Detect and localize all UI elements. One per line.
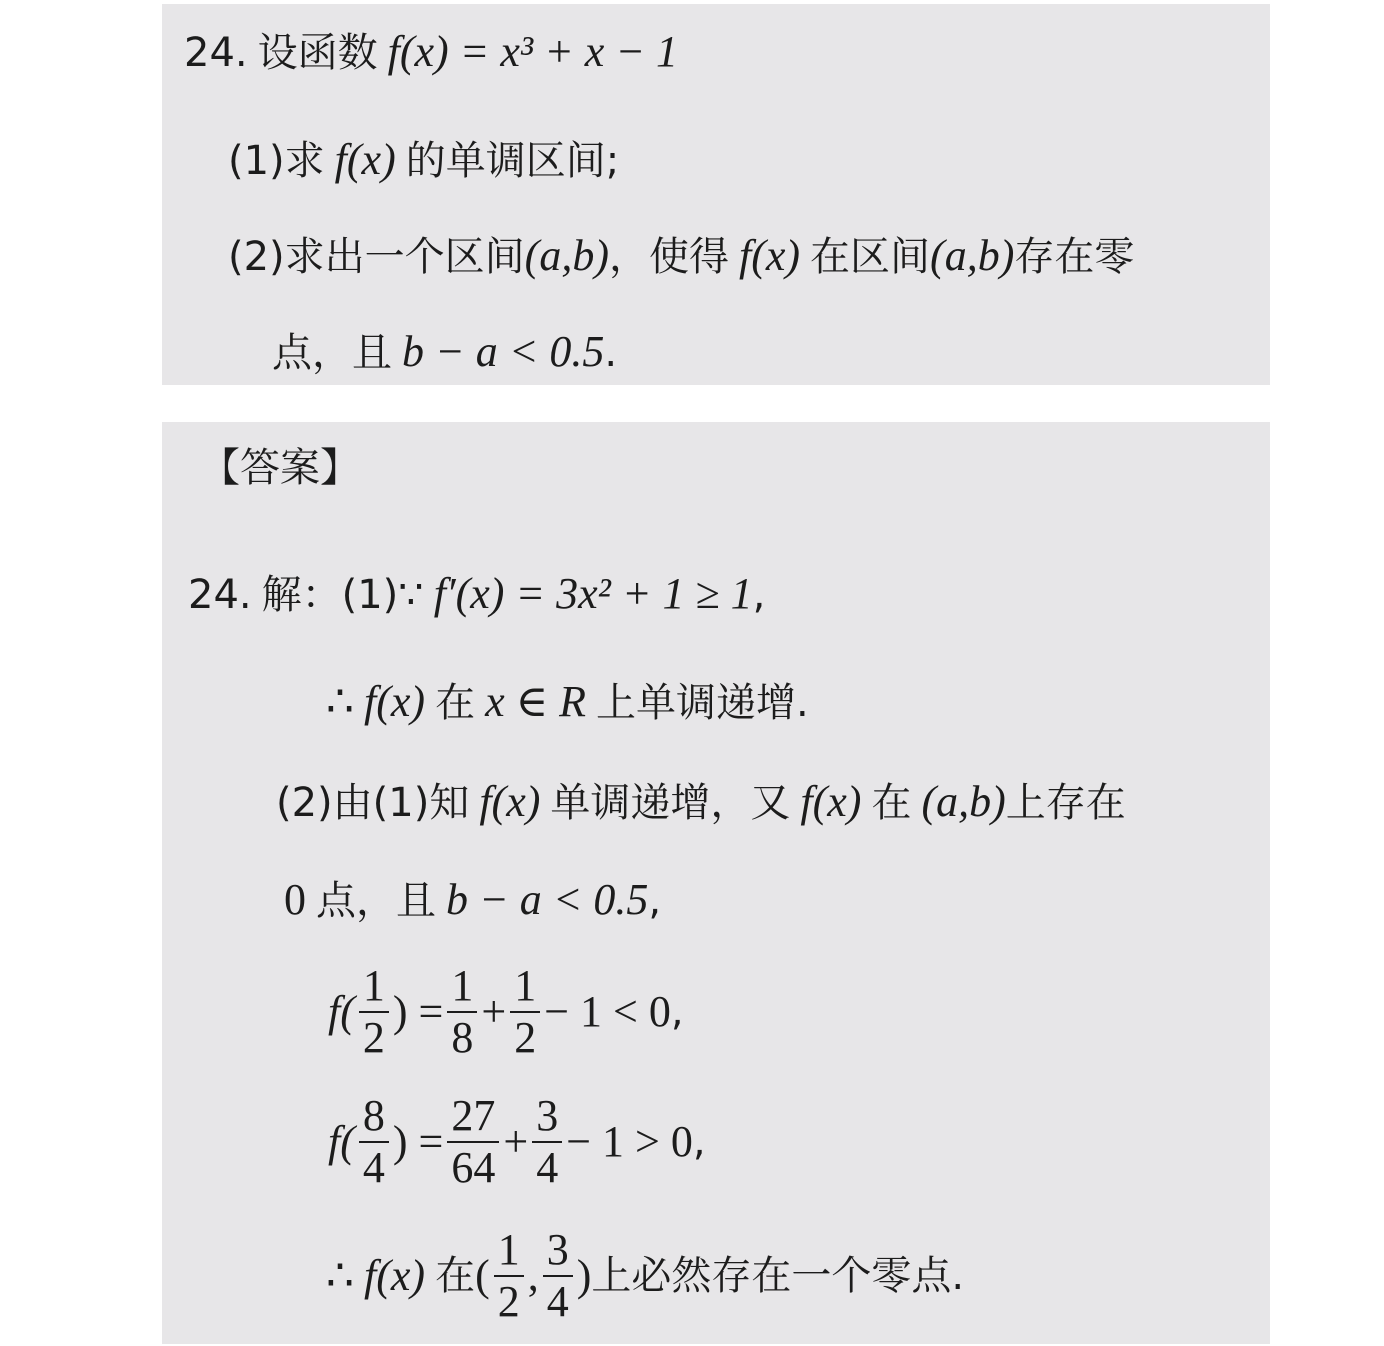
fraction: $\frac{1}{2}$ (359, 964, 389, 1060)
question-part2-cont: 点，且 b − a < 0.5 . (272, 327, 618, 376)
fraction: $\frac{1}{2}$ (494, 1228, 524, 1324)
question-number: 24. (184, 30, 248, 76)
question-intro: 设函数 (257, 30, 378, 76)
answer-zero-condition: 0 点，且 b − a < 0.5 , (284, 875, 662, 924)
derivative-expression: f′(x) = 3x² + 1 ≥ 1 (433, 569, 753, 618)
fraction: $\frac{1}{8}$ (447, 964, 477, 1060)
fraction: $\frac{3}{4}$ (532, 1094, 562, 1190)
question-part2: (2)求出一个区间 (a,b) ，使得 f(x) 在区间 (a,b) 存在零 (228, 231, 1135, 280)
answer-part1: 24. 解：(1)∵ f′(x) = 3x² + 1 ≥ 1 , (188, 569, 766, 618)
fraction: $\frac{27}{64}$ (447, 1094, 499, 1190)
function-definition: f(x) = x³ + x − 1 (387, 27, 679, 76)
equation-f-half: f( $\frac{1}{2}$ ) = $\frac{1}{8}$ + $\frac{1}{2}$ − 1 < 0 , (328, 961, 684, 1062)
answer-part2: (2)由(1)知 f(x) 单调递增，又 f(x) 在 (a,b) 上存在 (276, 777, 1126, 826)
fraction: $\frac{1}{2}$ (510, 964, 540, 1060)
question-part1: (1)求 f(x) 的单调区间; (228, 135, 620, 184)
question-title (184, 27, 679, 76)
answer-monotonic: ∴ f(x) 在 x ∈ R 上单调递增. (326, 677, 809, 726)
fraction: $\frac{3}{4}$ (543, 1228, 573, 1324)
answer-conclusion: ∴ f(x) 在 ( $\frac{1}{2}$ , $\frac{3}{4}$ ) 上必然存在一个零点. (326, 1225, 965, 1326)
fraction: $\frac{8}{4}$ (359, 1094, 389, 1190)
equation-f-eight-fourths: f( $\frac{8}{4}$ ) = $\frac{27}{64}$ + $\frac{3}{4}$ − 1 > 0 , (328, 1091, 706, 1192)
answer-header: 【答案】 (200, 445, 360, 491)
